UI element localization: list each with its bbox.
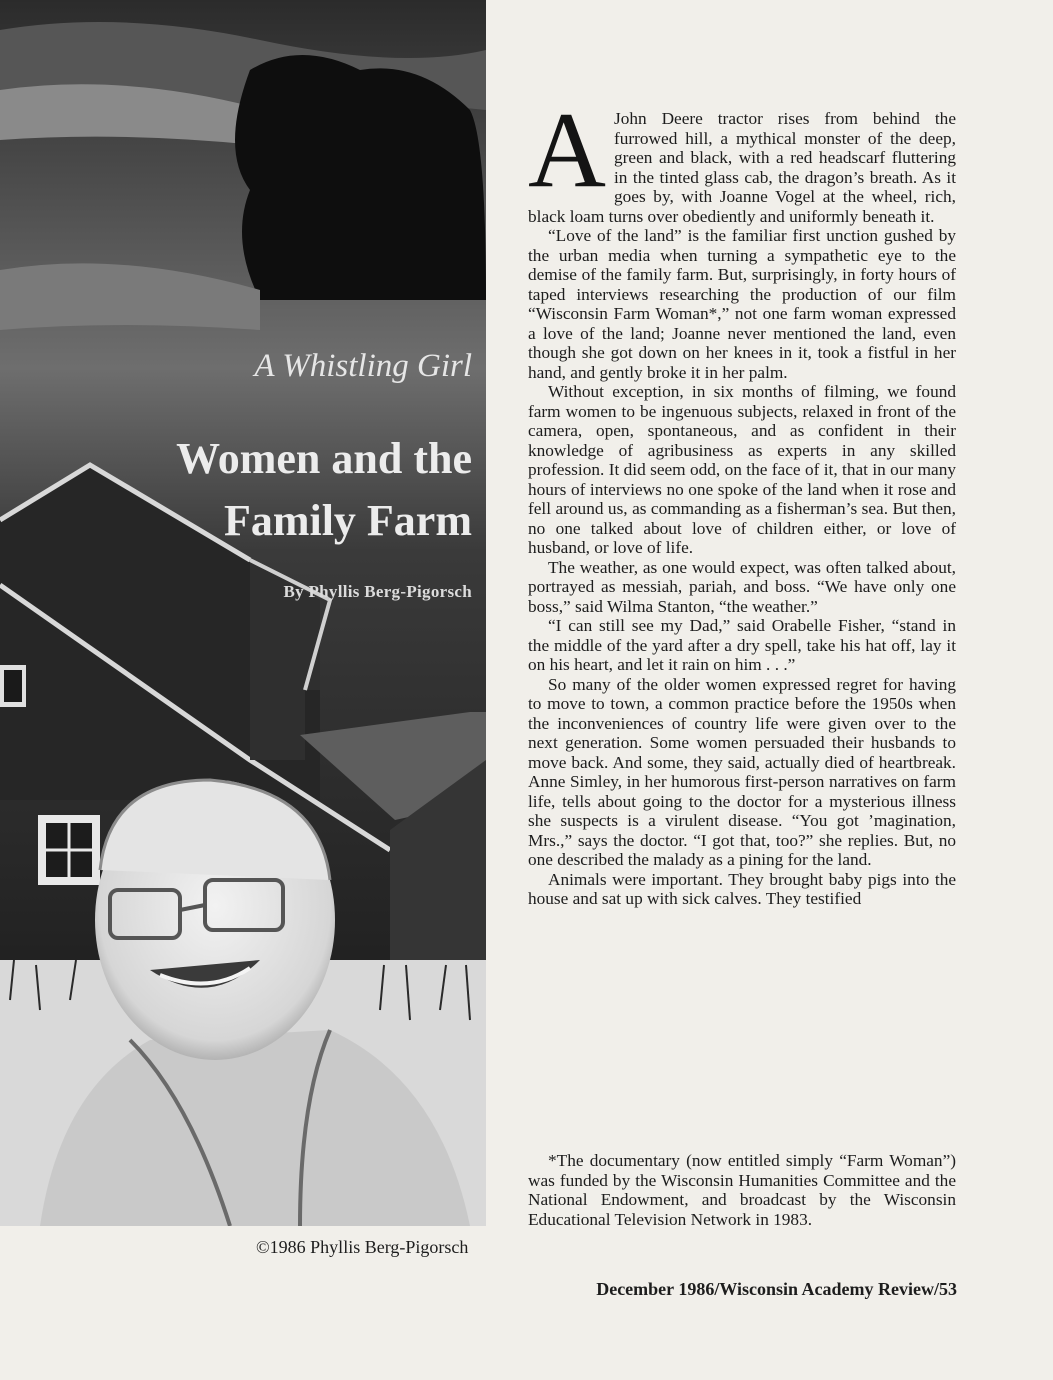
copyright-notice: ©1986 Phyllis Berg-Pigorsch: [256, 1237, 469, 1257]
footnote: *The documentary (now entitled simply “Farm Woman”) was funded by the Wisconsin Humanities Committee and the National Endowment, and broadcast by the Wisconsin Educational Television Network in 1983.: [528, 1151, 956, 1229]
paragraph-4: The weather, as one would expect, was often talked about, portrayed as messiah, pariah, and boss. “We have only one boss,” said Wilma Stanton, “the weather.”: [528, 557, 956, 616]
article-title: [176, 428, 472, 552]
article-body: [528, 91, 956, 909]
cover-photo-collage: [0, 0, 486, 1226]
paragraph-1-text: John Deere tractor rises from behind the furrowed hill, a mythical monster of the deep, green and black, with a red headscarf fluttering in the tinted glass cab, the dragon’s breath. As it goes by, with Joanne Vogel at the wheel, rich, black loam turns over obediently and uniformly beneath it.: [528, 109, 956, 226]
byline: By Phyllis Berg-Pigorsch: [283, 582, 472, 601]
drop-cap: A: [528, 91, 606, 210]
paragraph-3: Without exception, in six months of filming, we found farm women to be ingenuous subjects, relaxed in front of the camera, open, spontaneous, and as confident in their knowledge of agribusiness as experts in any skilled profession. It did seem odd, on the face of it, that in our many hours of interviews no one spoke of the land when it rose and fell around us, as commanding as a fisherman’s sea. But then, no one talked about love of children either, or love of husband, or love of life.: [528, 382, 956, 557]
article-subtitle: A Whistling Girl: [254, 348, 472, 384]
farm-illustration: [0, 0, 486, 1226]
paragraph-1: [528, 91, 956, 226]
paragraph-7: Animals were important. They brought baby pigs into the house and sat up with sick calves. They testified: [528, 869, 956, 908]
title-line-2: Family Farm: [223, 496, 472, 545]
paragraph-2: “Love of the land” is the familiar first unction gushed by the urban media when turning a sympathetic eye to the demise of the family farm. But, surprisingly, in forty hours of taped interviews researching the production of our film “Wisconsin Farm Woman*,” not one farm woman expressed a love of the land; Joanne never mentioned the land, even though she got down on her knees in it, took a fistful in her hand, and gently broke it in her palm.: [528, 226, 956, 382]
page-footer: December 1986/Wisconsin Academy Review/53: [596, 1279, 957, 1299]
paragraph-5: “I can still see my Dad,” said Orabelle Fisher, “stand in the middle of the yard after a dry spell, take his hat off, lay it on his heart, and let it rain on him . . .”: [528, 616, 956, 674]
title-line-1: Women and the: [176, 434, 472, 483]
paragraph-6: So many of the older women expressed regret for having to move to town, a common practice before the 1950s when the inconveniences of country life were given over to the next generation. Some women persuaded their husbands to move back. And some, they said, actually died of heartbreak. Anne Simley, in her humorous first-person narratives on farm life, tells about going to the doctor for a mysterious illness she suspects is a virulent disease. “You got ’magination, Mrs.,” says the doctor. “I got that, too?” she replies. But, no one described the malady as a pining for the land.: [528, 674, 956, 869]
